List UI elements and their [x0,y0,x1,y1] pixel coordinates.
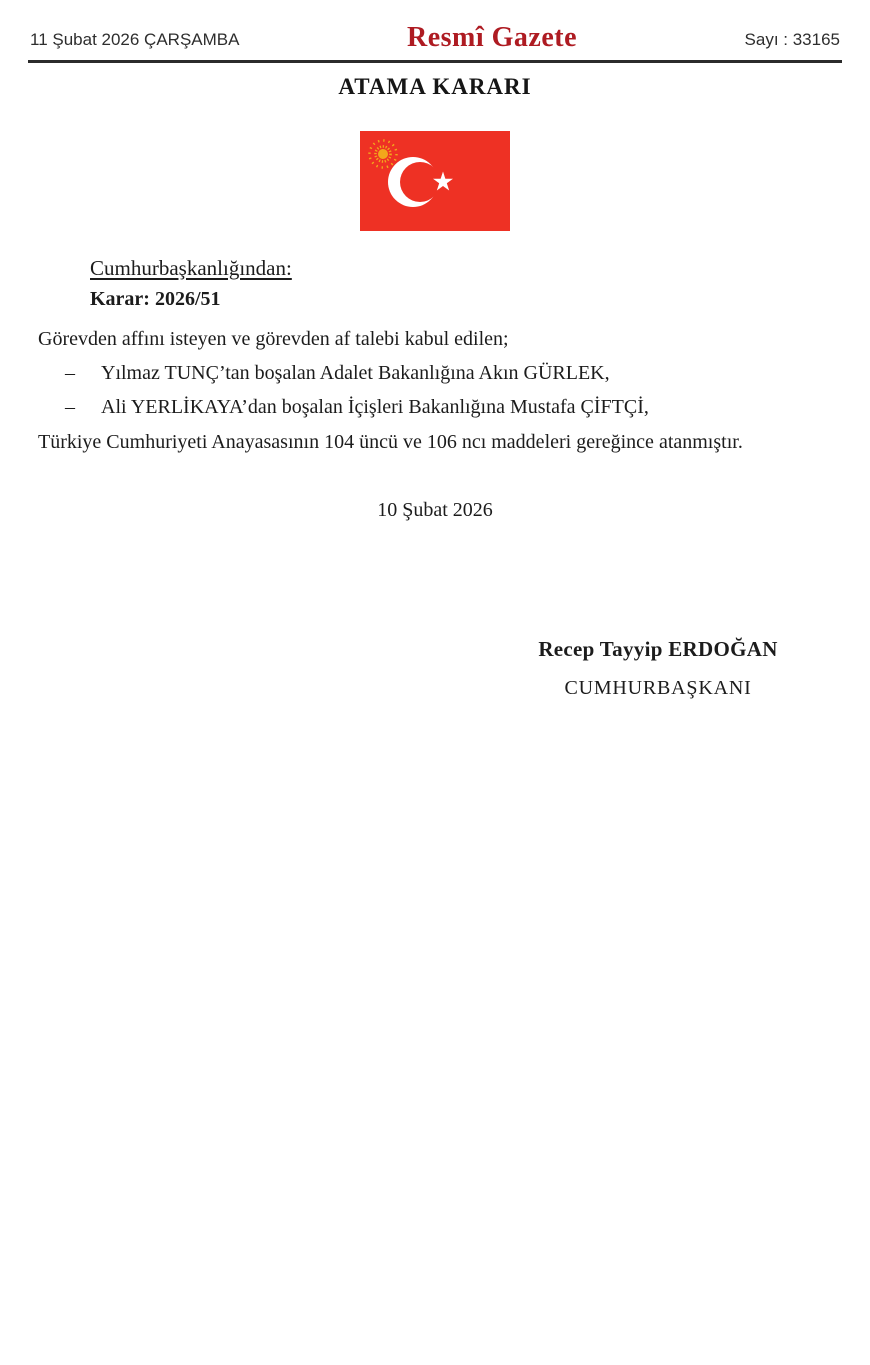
header-divider [28,60,842,63]
turkish-presidential-flag-icon [360,131,510,231]
decree-intro: Görevden affını isteyen ve görevden af talebi kabul edilen; [38,328,509,350]
decree-date: 10 Şubat 2026 [377,499,493,521]
masthead [0,0,870,54]
issue-number: Sayı : 33165 [744,30,840,49]
president-title: CUMHURBAŞKANI [564,677,752,699]
decree-closing: Türkiye Cumhuriyeti Anayasasının 104 üncü ve 106 ncı maddeleri gereğince atanmıştır. [38,431,743,453]
decree-authority: Cumhurbaşkanlığından: [90,256,292,280]
dash-bullet: – [65,396,75,418]
issue-date: 11 Şubat 2026 ÇARŞAMBA [30,30,240,49]
gazette-title: Resmî Gazete [406,22,578,53]
section-title: ATAMA KARARI [338,74,532,99]
list-item [65,394,830,420]
appointment-text: Yılmaz TUNÇ’tan boşalan Adalet Bakanlığına Akın GÜRLEK, [101,362,610,384]
flag-graphic [360,131,510,231]
dash-bullet: – [65,362,75,384]
appointment-text: Ali YERLİKAYA’dan boşalan İçişleri Bakanlığına Mustafa ÇİFTÇİ, [101,396,649,418]
signature-block [450,637,866,700]
decree-number: Karar: 2026/51 [90,288,221,310]
decree-body [38,326,830,455]
list-item [65,360,830,386]
president-name: Recep Tayyip ERDOĞAN [538,637,778,661]
